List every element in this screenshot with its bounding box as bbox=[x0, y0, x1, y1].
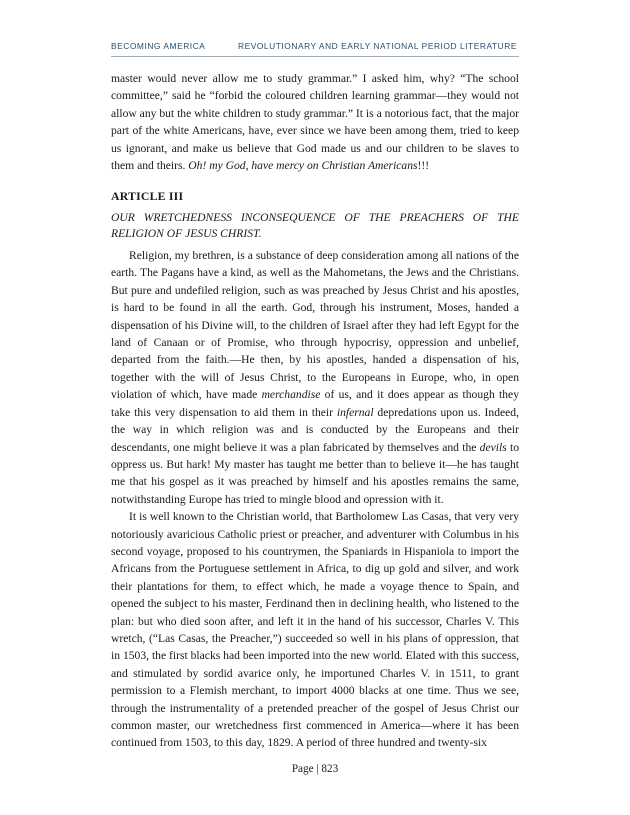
paragraph-2: Religion, my brethren, is a substance of deep consideration among all nations of the earth. The Pagans have a kind, as well as the Mahometans, the Jews and the Christians. But pure and undefiled religion, such as was preached by Jesus Christ and his apostles, is hard to be found in all the earth. God, through his instrument, Moses, handed a dispensation of his Divine will, to the children of Israel after they had left Egypt for the land of Canaan or of Promise, who through hypocrisy, oppression and unbelief, departed from the faith.—He then, by his apostles, handed a dispensation of his, together with the will of Jesus Christ, to the Europeans in Europe, who, in open violation of which, have made merchandise of us, and it does appear as though they take this very dispensation to aid them in their infernal depredations upon us. Indeed, the way in which religion was and is conducted by the Europeans and their descendants, one might believe it was a plan fabricated by themselves and the devils to oppress us. But hark! My master has taught me better than to believe it—he has taught me that his gospel as it was preached by himself and his apostles remains the same, notwithstanding Europe has tried to mingle blood and opression with it. bbox=[111, 249, 520, 506]
page-body bbox=[111, 70, 519, 752]
paragraph-1: master would never allow me to study grammar.” I asked him, why? “The school committee,” said he “forbid the coloured children learning grammar—they would not allow any but the white children to study grammar.” It is a notorious fact, that the major part of the white Americans, have, ever since we have been among them, tried to keep us ignorant, and make us believe that God made us and our children to be slaves to them and theirs. Oh! my God, have mercy on Christian Americans!!! bbox=[111, 72, 519, 173]
italic-word-merchandise: merchandise bbox=[261, 388, 321, 402]
italic-word-devils: devils bbox=[479, 440, 507, 454]
italic-phrase: Oh! my God, have mercy on Christian Americans bbox=[188, 159, 418, 173]
article-heading: ARTICLE III bbox=[111, 189, 184, 204]
italic-word-infernal: infernal bbox=[336, 405, 374, 419]
header-rule bbox=[111, 56, 519, 57]
page-number: Page | 823 bbox=[291, 763, 339, 775]
section-title: REVOLUTIONARY AND EARLY NATIONAL PERIOD LITERATURE bbox=[238, 41, 517, 51]
paragraph-3: It is well known to the Christian world, that Bartholomew Las Casas, that very very notoriously avaricious Catholic priest or preacher, and adventurer with Columbus in his second voyage, proposed to his countrymen, the Spaniards in Hispaniola to import the Africans from the Portuguese settlement in Africa, to dig up gold and silver, and work their plantations for them, to effect which, he made a voyage thence to Spain, and opened the subject to his master, Ferdinand then in declining health, who listened to the plan: but who died soon after, and left it in the hand of his successor, Charles V. This wretch, (“Las Casas, the Preacher,”) succeeded so well in his plans of oppression, that in 1503, the first blacks had been imported into the new world. Elated with this success, and stimulated by sordid avarice only, he importuned Charles V. in 1511, to grant permission to a Flemish merchant, to import 4000 blacks at one time. Thus we see, through the instrumentality of a pretended preacher of the gospel of Jesus Christ our common master, our wretchedness first commenced in America—where it has been continued from 1503, to this day, 1829. A period of three hundred and twenty-six bbox=[111, 510, 519, 750]
running-header bbox=[111, 41, 521, 51]
book-title: BECOMING AMERICA bbox=[111, 41, 206, 51]
article-subheading: OUR WRETCHEDNESS INCONSEQUENCE OF THE PREACHERS OF THE RELIGION OF JESUS CHRIST. bbox=[111, 210, 519, 241]
